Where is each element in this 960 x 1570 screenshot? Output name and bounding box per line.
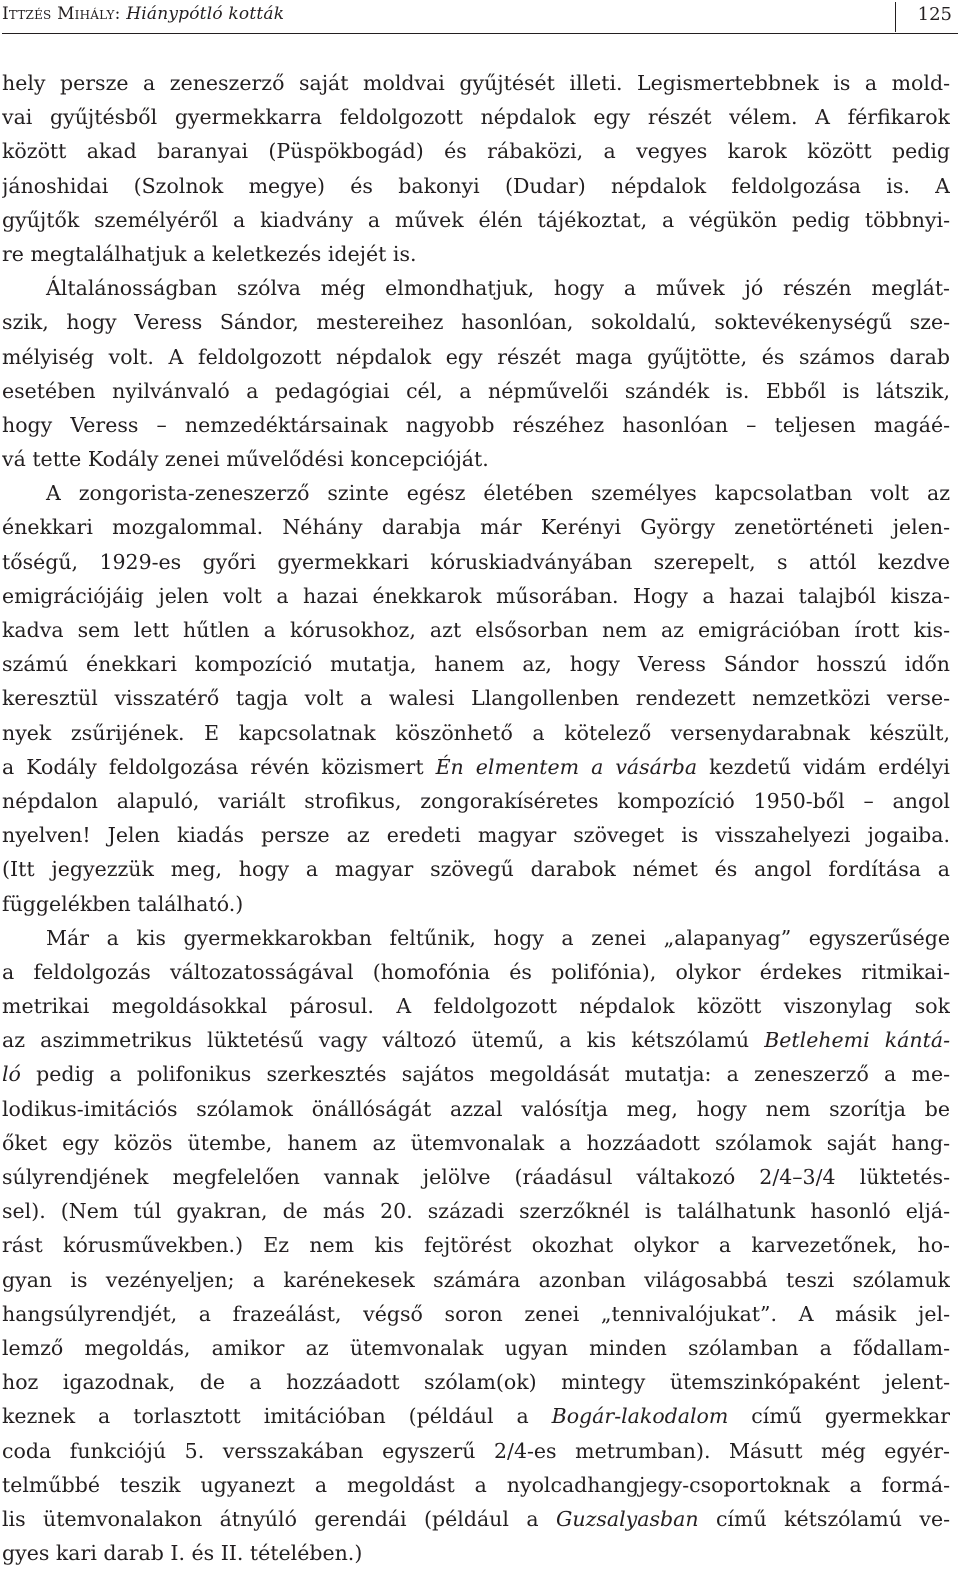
text-line [2,1502,950,1536]
text-run: pedig a polifonikus szerkesztés sajátos megoldását mutatja: a zeneszerző a me- [20,1062,950,1087]
text-line: hoz igazodnak, de a hozzáadott szólam(ok) mintegy ütemszinkópaként jelent- [2,1370,950,1395]
body-text [2,66,950,1570]
text-line: hangsúlyrendjét, a frazeálást, végső soron zenei „tennivalójukat”. A másik jel- [2,1301,950,1326]
text-line [2,750,950,784]
text-line: metrikai megoldásokkal párosul. A feldolgozott népdalok között viszonylag sok [2,994,950,1019]
italic-title: Én elmentem a vásárba [435,754,698,779]
text-line: gyes kari darab I. és II. tételében.) [2,1541,363,1566]
text-line: telműbbé teszik ugyanezt a megoldást a nyolcadhangjegy-csoportoknak a formá- [2,1472,950,1497]
header-rule [2,33,958,34]
text-line: esetében nyilvánvaló a pedagógiai cél, a népművelői szándék is. Ebből is látszik, [2,378,950,403]
italic-title: ló [2,1062,21,1087]
text-line: nyek zsűrijének. E kapcsolatnak köszönhető a kötelező versenydarabnak készült, [2,720,950,745]
text-line [2,1057,950,1091]
italic-title: Bogár-lakodalom [551,1404,729,1429]
text-line: rást kórusművekben.) Ez nem kis fejtörést okozhat olykor a karvezetőnek, ho- [2,1233,950,1258]
text-line: között akad baranyai (Püspökbogád) és rábaközi, a vegyes karok között pedig [2,139,950,164]
text-line: vai gyűjtésből gyermekkarra feldolgozott népdalok egy részét vélem. A férfikarok [2,105,950,130]
running-header-title [2,4,284,24]
text-run: kezdetű vidám erdélyi [697,754,950,779]
text-line: népdalon alapuló, variált strofikus, zongorakíséretes kompozíció 1950-ből – angol [2,788,950,813]
text-line: keresztül visszatérő tagja volt a walesi Llangollenben rendezett nemzetközi verse- [2,686,950,711]
text-line: gyan is vezényeljen; a karénekesek számára azonban világosabbá teszi szólamuk [2,1267,950,1292]
text-run: című kétszólamú ve- [698,1506,950,1531]
text-run: az aszimmetrikus lüktetésű vagy változó ütemű, a kis kétszólamú [2,1028,765,1053]
running-header [2,0,960,34]
text-line: (Itt jegyezzük meg, hogy a magyar szövegű darabok német és angol fordítása a [2,857,950,882]
text-run: lis ütemvonalakon átnyúló gerendái (például a [2,1506,556,1531]
text-line: súlyrendjének megfelelően vannak jelölve (ráadásul váltakozó 2/4–3/4 lüktetés- [2,1165,950,1189]
text-line: hogy Veress – nemzedéktársainak nagyobb részéhez hasonlóan – teljesen magáé- [2,412,950,437]
text-line [2,1399,950,1433]
text-line: nyelven! Jelen kiadás persze az eredeti magyar szöveget is visszahelyezi jogaiba. [2,823,950,848]
text-line: coda funkciójú 5. versszakában egyszerű 2/4-es metrumban). Másutt még egyér- [2,1438,950,1463]
text-line: énekkari mozgalommal. Néhány darabja már Kerényi György zenetörténeti jelen- [2,515,950,540]
text-run: keznek a torlasztott imitációban (például a [2,1404,552,1429]
text-run: a Kodály feldolgozása révén közismert [2,754,436,779]
text-line: hely persze a zeneszerző saját moldvai gyűjtését illeti. Legismertebbnek is a mold- [2,71,950,95]
text-line: emigrációjáig jelen volt a hazai énekkarok műsorában. Hogy a hazai talajból kisza- [2,583,950,608]
text-line: tőségű, 1929-es győri gyermekkari kóruskiadványában szerepelt, s attól kezdve [2,549,950,574]
italic-title: Guzsalyasban [556,1506,699,1531]
text-line: mélyiség volt. A feldolgozott népdalok egy részét maga gyűjtötte, és számos darab [2,344,950,369]
text-line: re megtalálhatjuk a keletkezés idejét is. [2,241,417,266]
text-line: Általánosságban szólva még elmondhatjuk, hogy a művek jó részén meglát- [46,276,950,301]
article-title: Hiánypótló kották [126,4,285,24]
text-line [2,1023,950,1057]
text-line: szik, hogy Veress Sándor, mestereihez hasonlóan, sokoldalú, soktevékenységű sze- [2,310,950,335]
header-divider [895,2,896,32]
text-line: Már a kis gyermekkarokban feltűnik, hogy a zenei „alapanyag” egyszerűsége [46,925,950,950]
text-line: a feldolgozás változatosságával (homofónia és polifónia), olykor érdekes ritmikai- [2,959,950,984]
page-number: 125 [917,4,952,25]
text-line: függelékben található.) [2,891,244,916]
text-line: kadva sem lett hűtlen a kórusokhoz, azt elsősorban nem az emigrációban írott kis- [2,618,950,642]
text-line: lodikus-imitációs szólamok önállóságát azzal valósítja meg, hogy nem szorítja be [2,1096,950,1121]
text-line: gyűjtők személyéről a kiadvány a művek élén tájékoztat, a végükön pedig többnyi- [2,207,950,232]
text-run: című gyermekkar [728,1404,950,1429]
text-line: őket egy közös ütembe, hanem az ütemvonalak a hozzáadott szólamok saját hang- [2,1130,950,1155]
italic-title: Betlehemi kántá- [764,1028,950,1053]
text-line: jánoshidai (Szolnok megye) és bakonyi (Dudar) népdalok feldolgozása is. A [2,173,950,198]
author-name: Ittzés Mihály: [2,4,121,24]
text-line: sel). (Nem túl gyakran, de más 20. századi szerzőknél is találhatunk hasonló eljá- [2,1199,950,1224]
text-line: A zongorista-zeneszerző szinte egész életében személyes kapcsolatban volt az [46,481,950,506]
text-line: lemző megoldás, amikor az ütemvonalak ugyan minden szólamban a fődallam- [2,1335,950,1360]
text-line: számú énekkari kompozíció mutatja, hanem az, hogy Veress Sándor hosszú időn [2,652,950,677]
text-line: vá tette Kodály zenei művelődési koncepcióját. [2,447,489,472]
